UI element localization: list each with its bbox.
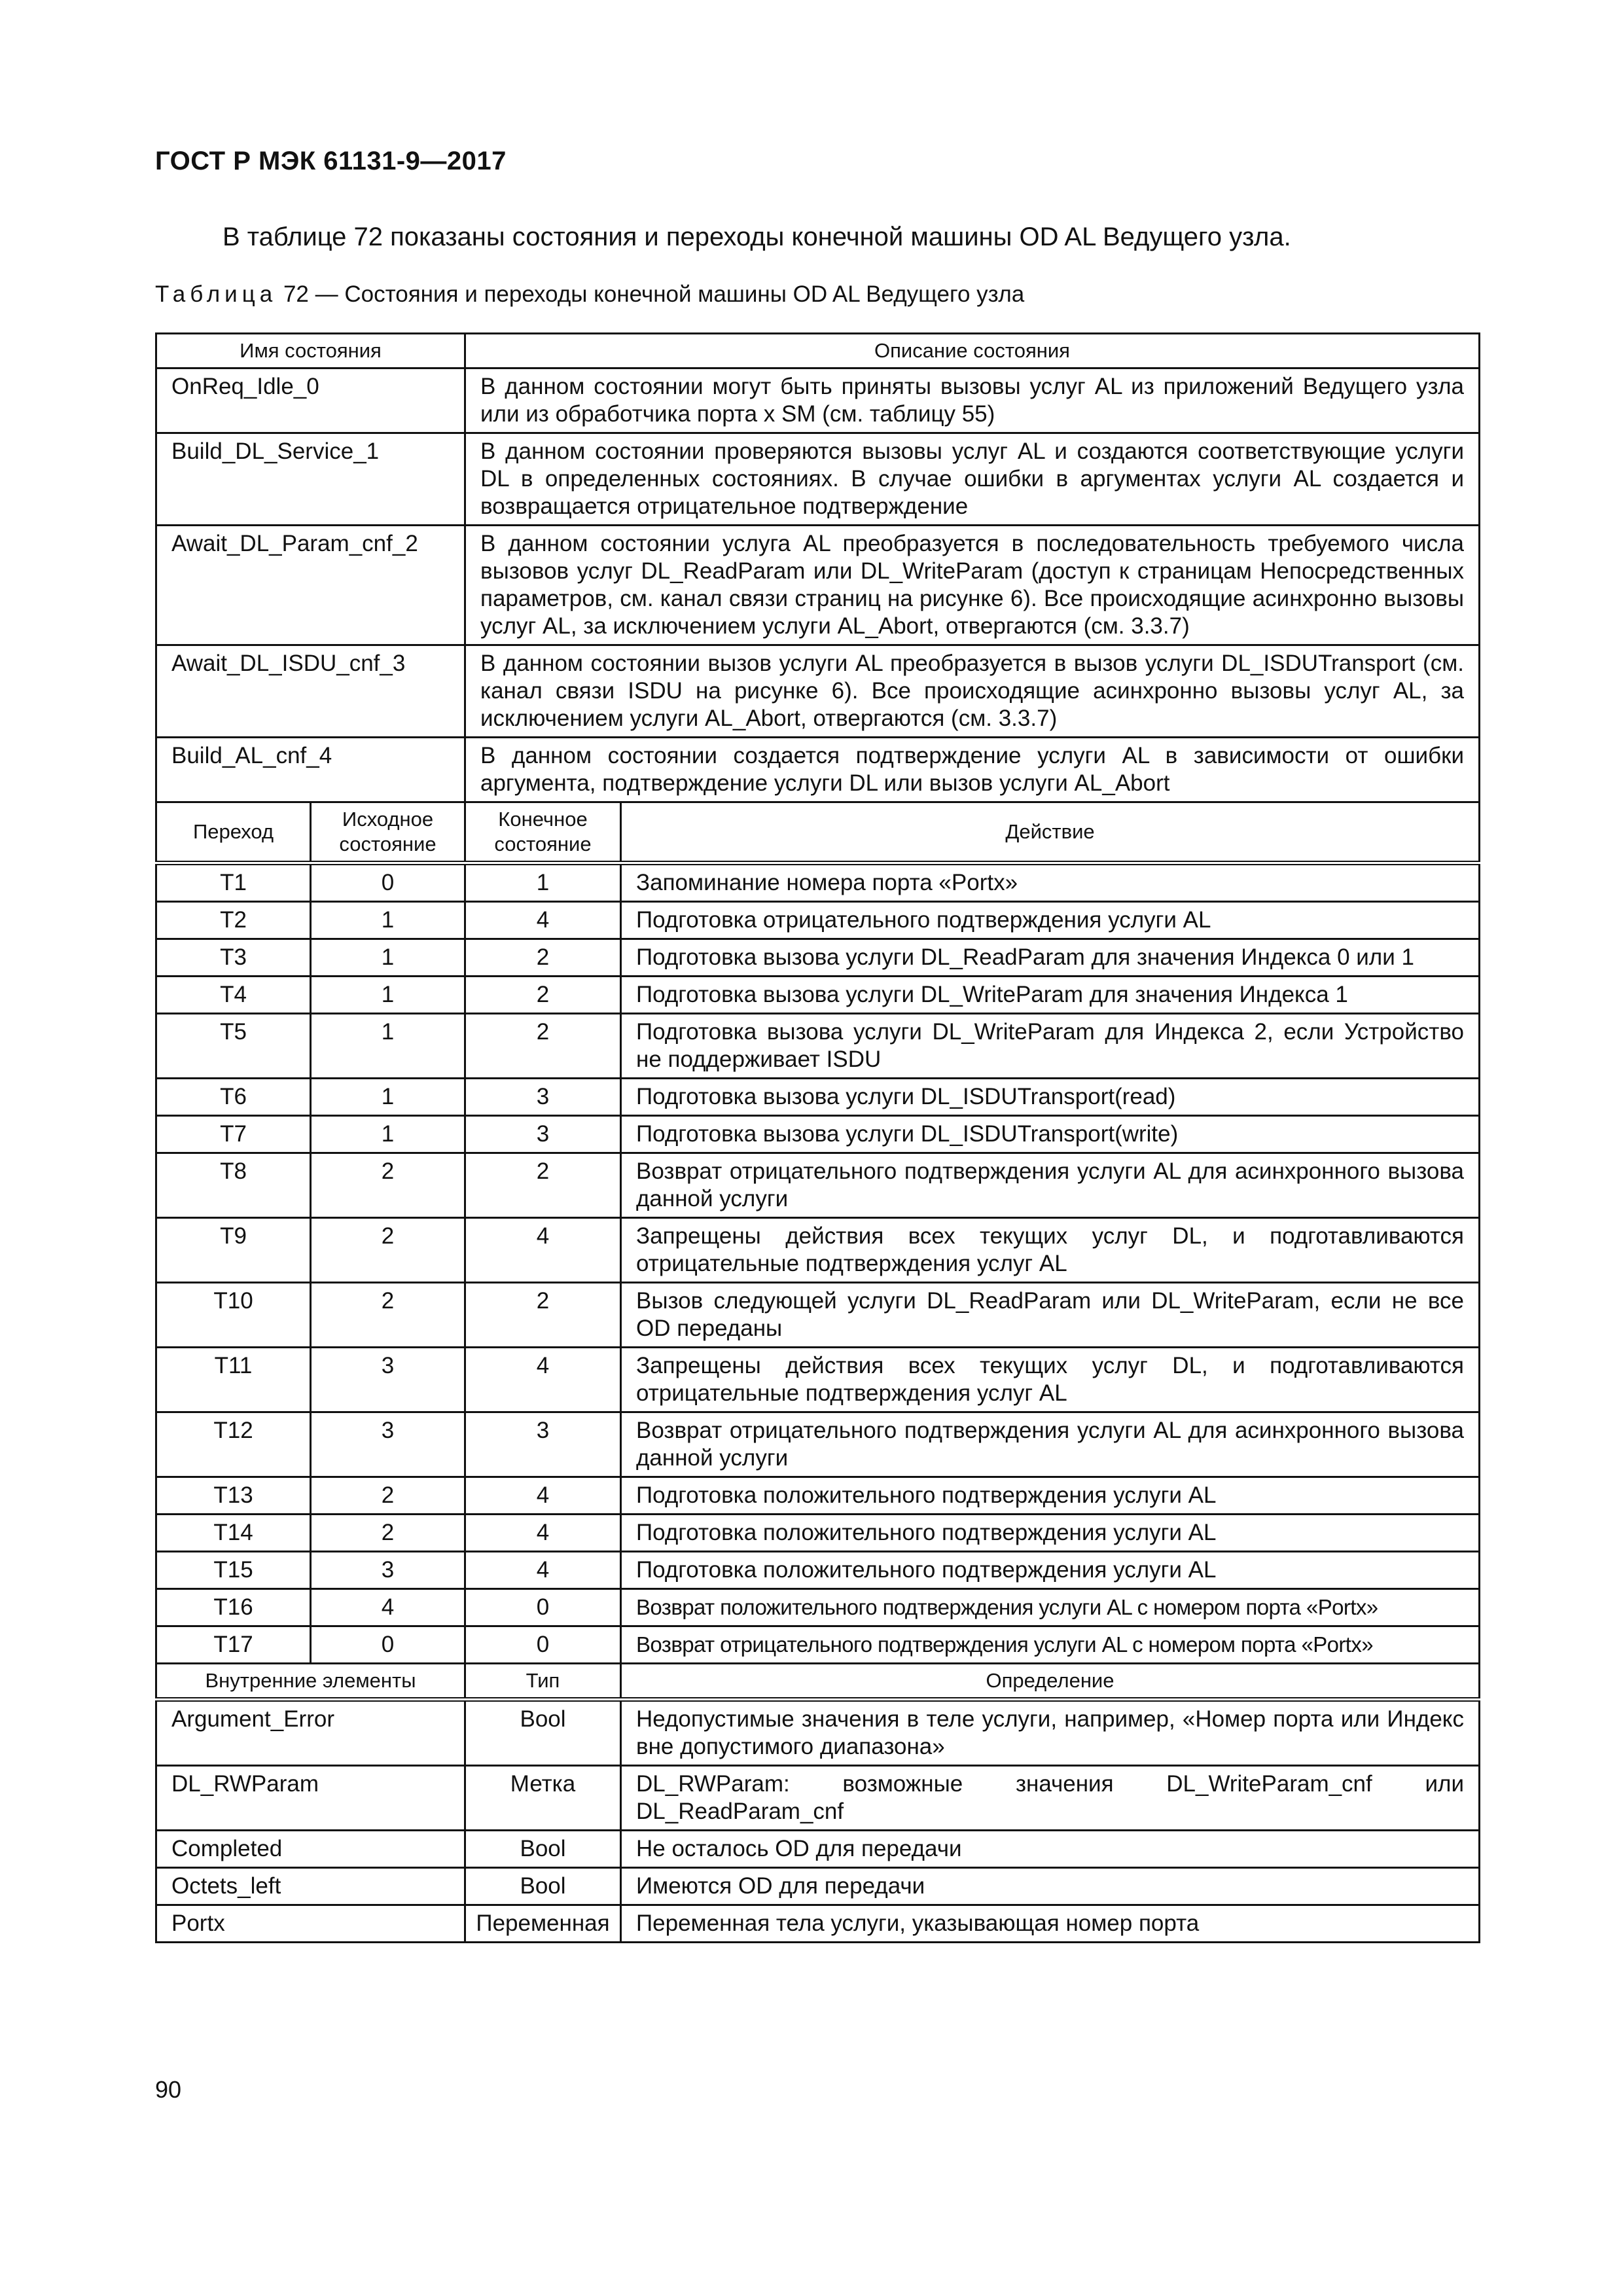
state-name-cell: Build_DL_Service_1 [156,433,465,526]
transition-source-cell: 4 [311,1589,465,1626]
transition-action-cell: Вызов следующей услуги DL_ReadParam или DL_WriteParam, если не все OD переданы [621,1283,1480,1348]
transitions-header-row [156,802,1480,863]
transitions-header-action: Действие [621,802,1480,863]
transition-target-cell: 4 [465,1348,621,1412]
internal-row [156,1766,1480,1831]
internal-name-cell: Completed [156,1831,465,1868]
transition-target-cell: 0 [465,1589,621,1626]
state-name-cell: Build_AL_cnf_4 [156,738,465,802]
transition-id-cell: T2 [156,902,311,939]
transition-source-cell: 3 [311,1412,465,1477]
state-row [156,526,1480,645]
transition-row [156,1626,1480,1664]
transition-row [156,1218,1480,1283]
transition-action-cell: Запрещены действия всех текущих услуг DL, и подготавливаются отрицательные подтверждения услуг AL [621,1348,1480,1412]
table-caption-text: 72 — Состояния и переходы конечной машины OD AL Ведущего узла [283,281,1025,307]
transition-id-cell: T9 [156,1218,311,1283]
intro-paragraph: В таблице 72 показаны состояния и переходы конечной машины OD AL Ведущего узла. [223,223,1291,251]
transition-target-cell: 4 [465,1515,621,1552]
transition-row [156,1412,1480,1477]
transition-id-cell: T3 [156,939,311,977]
transitions-header-transition: Переход [156,802,311,863]
transition-source-cell: 1 [311,939,465,977]
transition-id-cell: T13 [156,1477,311,1515]
transition-id-cell: T14 [156,1515,311,1552]
transition-row [156,1283,1480,1348]
state-description-cell: В данном состоянии могут быть приняты вызовы услуг AL из приложений Ведущего узла или из обработчика порта x SM (см. таблицу 55) [465,368,1480,433]
transition-target-cell: 3 [465,1116,621,1153]
transition-id-cell: T4 [156,977,311,1014]
state-description-cell: В данном состоянии проверяются вызовы услуг AL и создаются соответствующие услуги DL в определенных состояниях. В случае ошибки в аргументах услуги AL создается и возвращается отрицательное подтверждение [465,433,1480,526]
transition-row [156,939,1480,977]
transition-target-cell: 3 [465,1079,621,1116]
internal-type-cell: Bool [465,1831,621,1868]
internal-row [156,1831,1480,1868]
transition-id-cell: T16 [156,1589,311,1626]
internal-definition-cell: Не осталось OD для передачи [621,1831,1480,1868]
internal-definition-cell: Недопустимые значения в теле услуги, например, «Номер порта или Индекс вне допустимого диапазона» [621,1700,1480,1766]
transition-row [156,902,1480,939]
internal-definition-cell: DL_RWParam: возможные значения DL_WriteParam_cnf или DL_ReadParam_cnf [621,1766,1480,1831]
transition-action-cell: Подготовка положительного подтверждения услуги AL [621,1477,1480,1515]
internal-type-cell: Переменная [465,1905,621,1943]
transition-id-cell: T11 [156,1348,311,1412]
state-description-cell: В данном состоянии вызов услуги AL преобразуется в вызов услуги DL_ISDUTransport (см. канал связи ISDU на рисунке 6). Все происходящие асинхронно вызовы услуг AL, за исключением услуги AL_Abort, отвергаются (см. 3.3.7) [465,645,1480,738]
transition-id-cell: T7 [156,1116,311,1153]
transition-source-cell: 2 [311,1153,465,1218]
transition-target-cell: 2 [465,1014,621,1079]
state-description-cell: В данном состоянии создается подтверждение услуги AL в зависимости от ошибки аргумента, подтверждение услуги DL или вызов услуги AL_Abort [465,738,1480,802]
transitions-header-target: Конечное состояние [465,802,621,863]
states-header-row [156,334,1480,368]
transition-target-cell: 2 [465,1283,621,1348]
state-name-cell: Await_DL_ISDU_cnf_3 [156,645,465,738]
transition-source-cell: 3 [311,1348,465,1412]
transition-action-cell: Подготовка отрицательного подтверждения услуги AL [621,902,1480,939]
transition-row [156,1153,1480,1218]
state-row [156,433,1480,526]
transition-action-cell: Запоминание номера порта «Portx» [621,863,1480,902]
transition-source-cell: 2 [311,1218,465,1283]
transition-row [156,1116,1480,1153]
internals-header-row [156,1664,1480,1700]
transition-action-cell: Подготовка вызова услуги DL_WriteParam для Индекса 2, если Устройство не поддерживает ISDU [621,1014,1480,1079]
transition-source-cell: 1 [311,902,465,939]
transition-target-cell: 0 [465,1626,621,1664]
internal-definition-cell: Имеются OD для передачи [621,1868,1480,1905]
transition-id-cell: T6 [156,1079,311,1116]
transition-source-cell: 2 [311,1283,465,1348]
state-row [156,738,1480,802]
transition-target-cell: 1 [465,863,621,902]
transition-source-cell: 1 [311,1014,465,1079]
transition-row [156,1014,1480,1079]
transition-row [156,1589,1480,1626]
transitions-header-source: Исходное состояние [311,802,465,863]
transition-source-cell: 2 [311,1515,465,1552]
transition-row [156,1348,1480,1412]
state-row [156,645,1480,738]
table-caption [155,281,1024,308]
transition-row [156,1552,1480,1589]
internals-header-type: Тип [465,1664,621,1700]
internal-name-cell: Octets_left [156,1868,465,1905]
internal-type-cell: Метка [465,1766,621,1831]
internals-header-name: Внутренние элементы [156,1664,465,1700]
transition-action-cell: Возврат отрицательного подтверждения услуги AL с номером порта «Portx» [621,1626,1480,1664]
transition-source-cell: 1 [311,1116,465,1153]
transition-action-cell: Подготовка положительного подтверждения услуги AL [621,1515,1480,1552]
transition-target-cell: 4 [465,1477,621,1515]
transition-target-cell: 4 [465,1218,621,1283]
internal-definition-cell: Переменная тела услуги, указывающая номер порта [621,1905,1480,1943]
internal-row [156,1700,1480,1766]
internal-name-cell: DL_RWParam [156,1766,465,1831]
transition-id-cell: T15 [156,1552,311,1589]
transition-source-cell: 1 [311,977,465,1014]
state-machine-table [155,332,1480,1943]
internal-row [156,1905,1480,1943]
state-machine-table-body [156,334,1480,1943]
transition-id-cell: T1 [156,863,311,902]
internal-row [156,1868,1480,1905]
state-row [156,368,1480,433]
internal-name-cell: Argument_Error [156,1700,465,1766]
transition-row [156,1515,1480,1552]
transition-target-cell: 4 [465,1552,621,1589]
transition-action-cell: Подготовка положительного подтверждения услуги AL [621,1552,1480,1589]
transition-row [156,977,1480,1014]
transition-row [156,1477,1480,1515]
transition-action-cell: Подготовка вызова услуги DL_ReadParam для значения Индекса 0 или 1 [621,939,1480,977]
transition-id-cell: T10 [156,1283,311,1348]
transition-row [156,863,1480,902]
transition-id-cell: T17 [156,1626,311,1664]
document-header: ГОСТ Р МЭК 61131-9—2017 [155,147,507,175]
transition-target-cell: 4 [465,902,621,939]
page-number: 90 [155,2076,182,2103]
transition-source-cell: 0 [311,863,465,902]
transition-action-cell: Возврат положительного подтверждения услуги AL с номером порта «Portx» [621,1589,1480,1626]
transition-source-cell: 1 [311,1079,465,1116]
states-header-name: Имя состояния [156,334,465,368]
transition-id-cell: T8 [156,1153,311,1218]
transition-id-cell: T5 [156,1014,311,1079]
internal-type-cell: Bool [465,1868,621,1905]
transition-target-cell: 2 [465,939,621,977]
state-name-cell: OnReq_Idle_0 [156,368,465,433]
transition-action-cell: Подготовка вызова услуги DL_WriteParam для значения Индекса 1 [621,977,1480,1014]
transition-target-cell: 2 [465,977,621,1014]
internal-type-cell: Bool [465,1700,621,1766]
transition-source-cell: 3 [311,1552,465,1589]
state-description-cell: В данном состоянии услуга AL преобразуется в последовательность требуемого числа вызовов услуг DL_ReadParam или DL_WriteParam (доступ к страницам Непосредственных параметров, см. канал связи страниц на рисунке 6). Все происходящие асинхронно вызовы услуг AL, за исключением услуги AL_Abort, отвергаются (см. 3.3.7) [465,526,1480,645]
state-name-cell: Await_DL_Param_cnf_2 [156,526,465,645]
transition-action-cell: Возврат отрицательного подтверждения услуги AL для асинхронного вызова данной услуги [621,1412,1480,1477]
transition-action-cell: Запрещены действия всех текущих услуг DL, и подготавливаются отрицательные подтверждения услуг AL [621,1218,1480,1283]
table-caption-label: Таблица [155,281,277,307]
internals-header-definition: Определение [621,1664,1480,1700]
transition-id-cell: T12 [156,1412,311,1477]
transition-source-cell: 0 [311,1626,465,1664]
transition-source-cell: 2 [311,1477,465,1515]
states-header-description: Описание состояния [465,334,1480,368]
transition-row [156,1079,1480,1116]
internal-name-cell: Portx [156,1905,465,1943]
transition-target-cell: 2 [465,1153,621,1218]
transition-action-cell: Подготовка вызова услуги DL_ISDUTransport(write) [621,1116,1480,1153]
transition-action-cell: Возврат отрицательного подтверждения услуги AL для асинхронного вызова данной услуги [621,1153,1480,1218]
transition-action-cell: Подготовка вызова услуги DL_ISDUTransport(read) [621,1079,1480,1116]
transition-target-cell: 3 [465,1412,621,1477]
